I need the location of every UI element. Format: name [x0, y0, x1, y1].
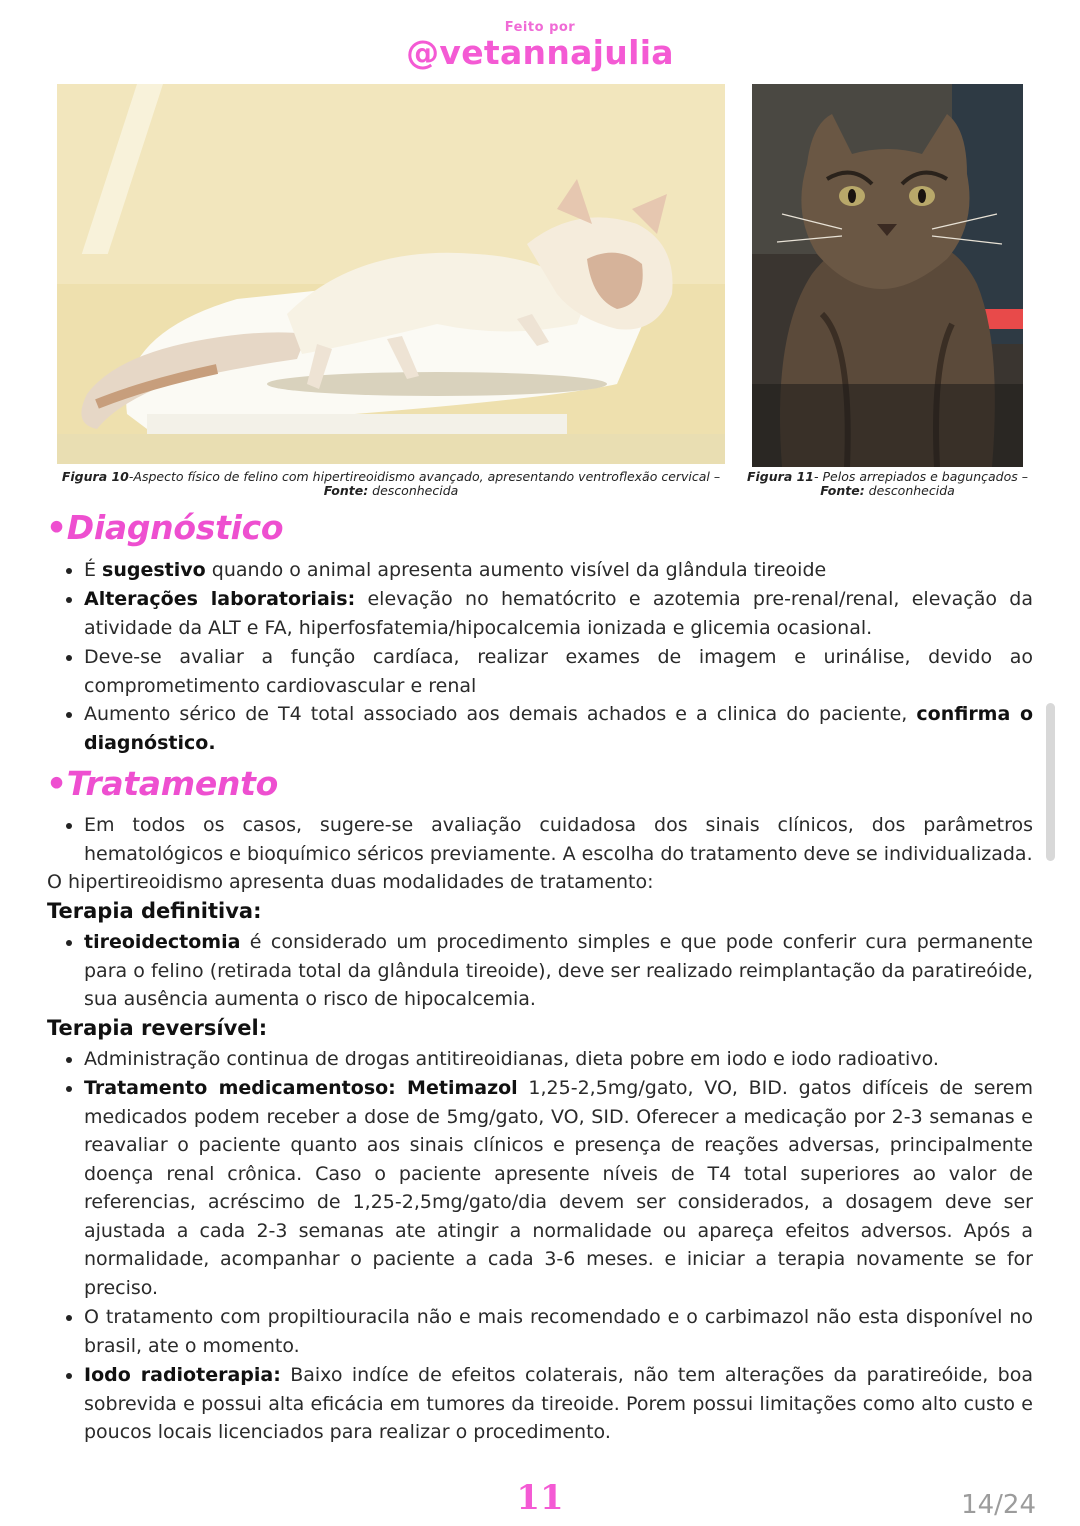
diagnostico-item-2-post: elevação no hematócrito e azotemia pre-renal/renal, elevação da atividade da ALT e FA, hiperfosfatemia/hipocalcemia ionizada e glicemia ocasional.: [84, 588, 1033, 639]
terapia-definitiva-heading: Terapia definitiva:: [47, 899, 262, 923]
figure-10-text: -Aspecto físico de felino com hipertireoidismo avançado, apresentando ventroflexão cervical –: [128, 469, 721, 484]
terapia-definitiva-item: [84, 928, 1033, 1014]
diagnostico-item-1-bold: sugestivo: [102, 559, 206, 581]
header: [0, 20, 1080, 72]
tratamento-modalidades: O hipertireoidismo apresenta duas modalidades de tratamento:: [47, 871, 654, 893]
reversivel-item-1-text: Administração continua de drogas antitireoidianas, dieta pobre em iodo e iodo radioativo.: [84, 1048, 939, 1070]
scrollbar-thumb[interactable]: [1046, 703, 1055, 861]
reversivel-item-4-bold: Iodo radioterapia:: [84, 1364, 281, 1386]
diagnostico-item-4: [84, 700, 1033, 757]
section-title-diagnostico: •Diagnóstico: [46, 508, 284, 547]
diagnostico-item-4-bold: confirma o diagnóstico.: [84, 703, 1033, 754]
figure-10-source: desconhecida: [368, 483, 459, 498]
diagnostico-item-3-text: Deve-se avaliar a função cardíaca, realizar exames de imagem e urinálise, devido ao comprometimento cardiovascular e renal: [84, 646, 1033, 697]
reversivel-item-2: [84, 1074, 1033, 1302]
header-handle: @vetannajulia: [406, 33, 674, 72]
reversivel-item-2-bold: Tratamento medicamentoso: Metimazol: [84, 1077, 518, 1099]
page-number: 11: [516, 1478, 564, 1518]
header-feito-por: Feito por: [504, 20, 576, 35]
diagnostico-item-2: [84, 585, 1033, 642]
diagnostico-item-1: [84, 556, 1033, 585]
diagnostico-item-1-pre: É: [84, 559, 103, 581]
figure-10-photo: [57, 84, 725, 464]
terapia-definitiva-text: é considerado um procedimento simples e que pode conferir cura permanente para o felino (retirada total da glândula tireoide), deve ser realizado reimplantação da paratireóide, sua ausência aumenta o risco de hipocalcemia.: [84, 931, 1033, 1010]
section-title-tratamento: •Tratamento: [46, 764, 278, 803]
figure-11-source-label: Fonte:: [820, 483, 865, 498]
terapia-definitiva-bold: tireoidectomia: [84, 931, 241, 953]
tratamento-intro: Em todos os casos, sugere-se avaliação cuidadosa dos sinais clínicos, dos parâmetros hematológicos e bioquímico séricos previamente. A escolha do tratamento deve se individualizada.: [84, 811, 1033, 868]
figure-10-source-label: Fonte:: [323, 483, 369, 498]
reversivel-item-3: [84, 1303, 1033, 1360]
diagnostico-item-3: [84, 643, 1033, 700]
figure-10-caption: [57, 470, 725, 498]
reversivel-item-4-text: Baixo indíce de efeitos colaterais, não tem alterações da paratireóide, boa sobrevida e possui alta eficácia em tumores da tireoide. Porem possui limitações como alto custo e poucos locais licenciados para realizar o procedimento.: [84, 1364, 1033, 1443]
diagnostico-item-4-pre: Aumento sérico de T4 total associado aos demais achados e a clinica do paciente,: [84, 703, 917, 725]
figure-11-text: - Pelos arrepiados e bagunçados –: [814, 469, 1028, 484]
figure-11-photo: [752, 84, 1023, 467]
reversivel-item-1: [84, 1045, 1033, 1074]
terapia-reversivel-heading: Terapia reversível:: [47, 1016, 268, 1040]
reversivel-item-2-text: 1,25-2,5mg/gato, VO, BID. gatos difíceis de serem medicados podem receber a dose de 5mg/gato, VO, SID. Oferecer a medicação por 2-3 semanas e reavaliar o paciente quanto aos sinais clínicos e presença de reações adversas, principalmente doença renal crônica. Caso o paciente apresente níveis de T4 total superiores ao valor de referencias, acréscimo de 1,25-2,5mg/gato/dia devem ser considerados, a dosagem deve ser ajustada a cada 2-3 semanas ate atingir a normalidade ou apareça efeitos adversos. Após a normalidade, acompanhar o paciente a cada 3-6 meses. e iniciar a terapia novamente se for preciso.: [84, 1077, 1033, 1299]
reversivel-item-3-text: O tratamento com propiltiouracila não e mais recomendado e o carbimazol não esta disponível no brasil, ate o momento.: [84, 1306, 1033, 1357]
figure-11-label: Figura 11: [746, 469, 815, 484]
diagnostico-item-2-bold: Alterações laboratoriais:: [84, 588, 356, 610]
page-count-indicator: 14/24: [961, 1490, 1036, 1520]
figure-11-caption: [740, 470, 1035, 498]
figure-10-label: Figura 10: [61, 469, 129, 484]
figure-11-source: desconhecida: [864, 483, 955, 498]
diagnostico-item-1-post: quando o animal apresenta aumento visível da glândula tireoide: [205, 559, 827, 581]
reversivel-item-4: [84, 1361, 1033, 1447]
